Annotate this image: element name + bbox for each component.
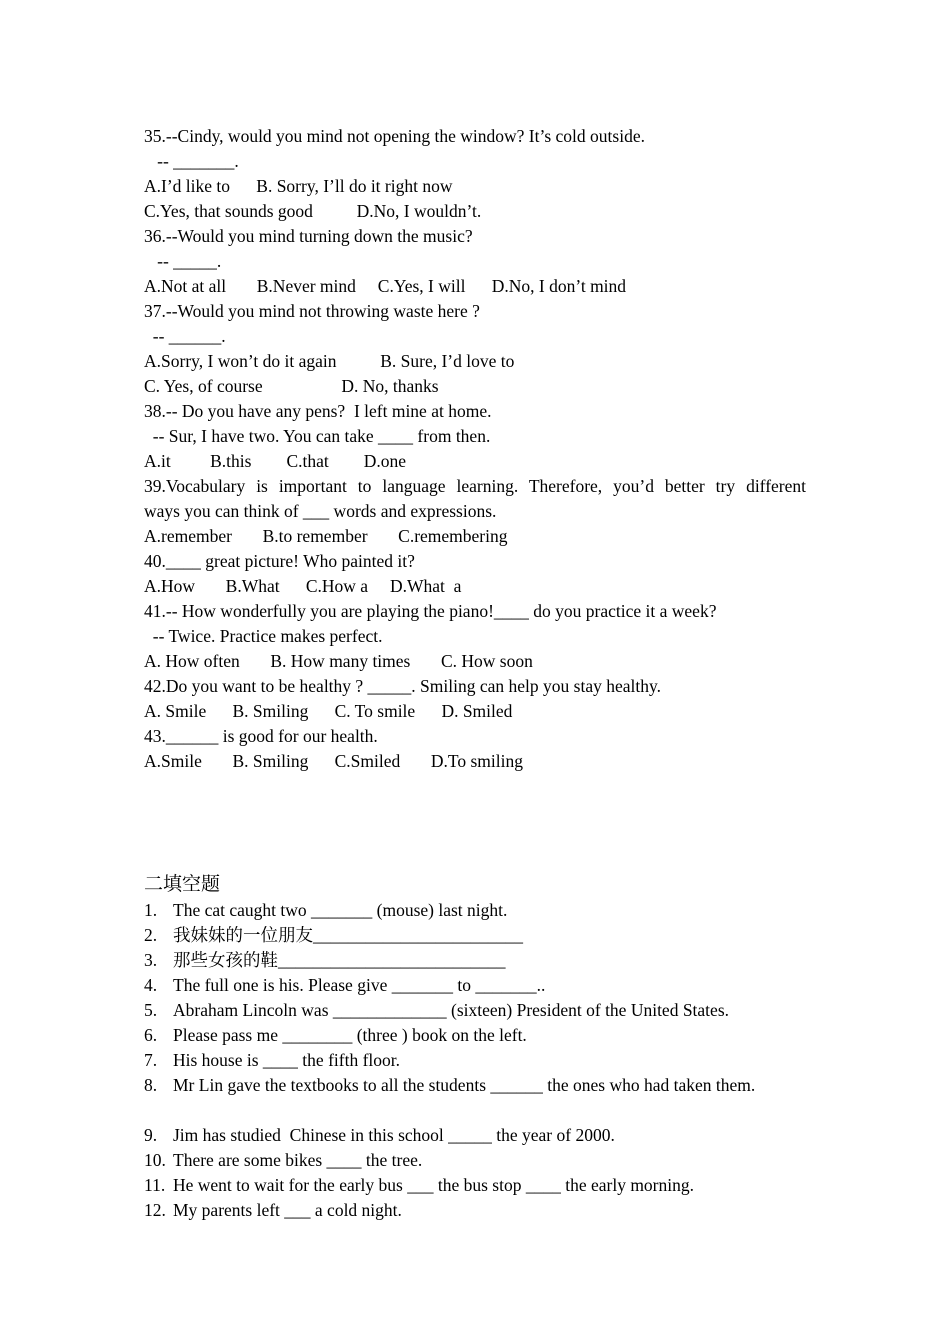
question-39-line1: 39.Vocabulary is important to language learning. Therefore, you’d better try different	[144, 476, 806, 496]
options-37-line2: C. Yes, of course D. No, thanks	[144, 376, 439, 396]
options-35-line1: A.I’d like to B. Sorry, I’ll do it right now	[144, 176, 453, 196]
options-42: A. Smile B. Smiling C. To smile D. Smiled	[144, 701, 513, 721]
item-text: Jim has studied Chinese in this school _____ the year of 2000.	[173, 1125, 615, 1145]
fill-item	[144, 948, 806, 973]
question-43: 43.______ is good for our health.	[144, 726, 378, 746]
fill-item	[144, 1023, 806, 1048]
item-text: His house is ____ the fifth floor.	[173, 1050, 400, 1070]
question-38: 38.-- Do you have any pens? I left mine at home.	[144, 401, 492, 421]
options-37-line1: A.Sorry, I won’t do it again B. Sure, I’d love to	[144, 351, 515, 371]
options-38: A.it B.this C.that D.one	[144, 451, 407, 471]
options-36: A.Not at all B.Never mind C.Yes, I will D.No, I don’t mind	[144, 276, 627, 296]
fill-item	[144, 1148, 806, 1173]
options-43: A.Smile B. Smiling C.Smiled D.To smiling	[144, 751, 523, 771]
question-35: 35.--Cindy, would you mind not opening the window? It’s cold outside.	[144, 126, 645, 146]
fill-item	[144, 898, 806, 923]
item-text: My parents left ___ a cold night.	[173, 1200, 402, 1220]
answer-blank-35: -- _______.	[144, 151, 239, 171]
item-number: 1.	[144, 900, 158, 920]
fill-item	[144, 923, 806, 948]
item-text: The cat caught two _______ (mouse) last night.	[173, 900, 508, 920]
answer-blank-37: -- ______.	[144, 326, 226, 346]
item-text: 那些女孩的鞋__________________________	[173, 950, 506, 970]
item-text: There are some bikes ____ the tree.	[173, 1150, 423, 1170]
question-41: 41.-- How wonderfully you are playing the piano!____ do you practice it a week?	[144, 601, 717, 621]
item-number: 11.	[144, 1175, 166, 1195]
item-number: 8.	[144, 1075, 158, 1095]
question-42: 42.Do you want to be healthy ? _____. Smiling can help you stay healthy.	[144, 676, 661, 696]
item-number: 4.	[144, 975, 158, 995]
item-text: The full one is his. Please give _______ to _______..	[173, 975, 546, 995]
item-number: 6.	[144, 1025, 158, 1045]
options-35-line2: C.Yes, that sounds good D.No, I wouldn’t.	[144, 201, 482, 221]
item-text: Please pass me ________ (three ) book on the left.	[173, 1025, 527, 1045]
item-text: Abraham Lincoln was _____________ (sixteen) President of the United States.	[173, 1000, 730, 1020]
item-number: 10.	[144, 1150, 166, 1170]
answer-blank-36: -- _____.	[144, 251, 222, 271]
item-number: 12.	[144, 1200, 166, 1220]
item-text: He went to wait for the early bus ___ the bus stop ____ the early morning.	[173, 1175, 695, 1195]
item-number: 7.	[144, 1050, 158, 1070]
item-number: 3.	[144, 950, 158, 970]
item-number: 2.	[144, 925, 158, 945]
item-text: Mr Lin gave the textbooks to all the students ______ the ones who had taken them.	[173, 1075, 756, 1095]
fill-item	[144, 998, 806, 1023]
fill-item	[144, 1198, 806, 1223]
item-number: 9.	[144, 1125, 158, 1145]
fill-item	[144, 1123, 806, 1148]
fill-item	[144, 1073, 806, 1098]
fill-item	[144, 1048, 806, 1073]
question-36: 36.--Would you mind turning down the music?	[144, 226, 473, 246]
options-39: A.remember B.to remember C.remembering	[144, 526, 508, 546]
options-40: A.How B.What C.How a D.What a	[144, 576, 462, 596]
item-number: 5.	[144, 1000, 158, 1020]
options-41: A. How often B. How many times C. How soon	[144, 651, 533, 671]
response-41: -- Twice. Practice makes perfect.	[144, 626, 383, 646]
section-title: 二填空题	[144, 874, 221, 895]
item-text: 我妹妹的一位朋友________________________	[173, 925, 523, 945]
response-38: -- Sur, I have two. You can take ____ from then.	[144, 426, 491, 446]
question-37: 37.--Would you mind not throwing waste here ?	[144, 301, 480, 321]
question-39-line2: ways you can think of ___ words and expressions.	[144, 501, 497, 521]
fill-item	[144, 973, 806, 998]
question-40: 40.____ great picture! Who painted it?	[144, 551, 415, 571]
fill-item	[144, 1173, 806, 1198]
